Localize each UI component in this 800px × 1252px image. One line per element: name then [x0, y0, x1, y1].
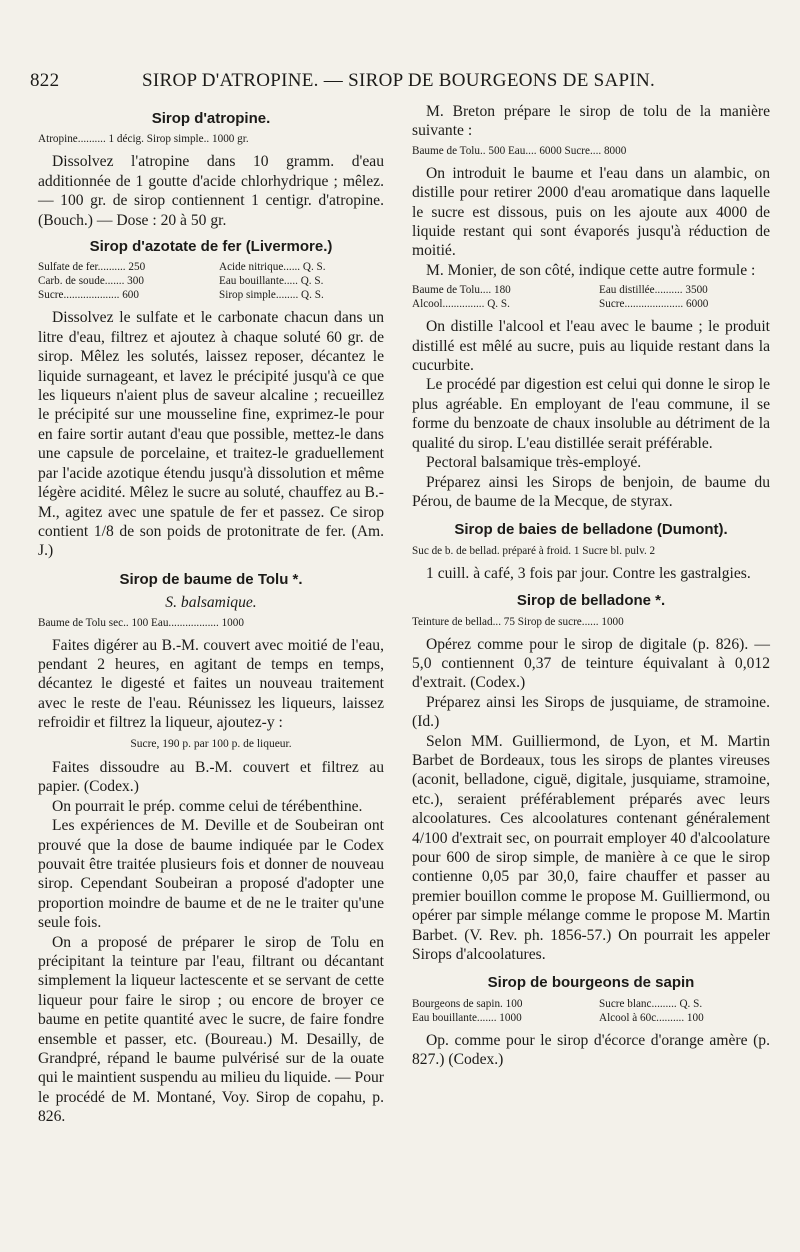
- formula-cell: Alcool............... Q. S.: [412, 298, 510, 311]
- formula-cell: Sulfate de fer.......... 250: [38, 261, 146, 274]
- paragraph: M. Monier, de son côté, indique cette autre formule :: [426, 261, 756, 279]
- paragraph: On introduit le baume et l'eau dans un alambic, on distille pour retirer 2000 d'eau aromatique dans laquelle le sucre est dissous, puis on les ajoute aux 4000 de liquide restant qui sont évaporés jusqu'à réduction de moitié.: [412, 164, 770, 260]
- formula-cell: Sucre.................... 600: [38, 289, 139, 302]
- paragraph: Dissolvez l'atropine dans 10 gramm. d'eau additionnée de 1 goutte d'acide chlorhydrique ; mêlez. — 100 gr. de sirop contiennent 1 centigr. d'atropine. (Bouch.) — Dose : 20 à 50 gr.: [38, 153, 384, 229]
- formula-line: Sucre, 190 p. par 100 p. de liqueur.: [130, 737, 292, 750]
- paragraph: Selon MM. Guilliermond, de Lyon, et M. Martin Barbet de Bordeaux, tous les sirops de plantes vireuses (aconit, belladone, ciguë, digitale, jusquiame, stramoine, etc.), seraient préférablement préparés avec leurs alcoolatures. Ces alcoolatures contenant généralement 4/100 d'extrait sec, on pourrait employer 40 d'alcoolature pour 600 de sirop simple, de manière à ce que le sirop contienne 0,05 par 30,0, faire chauffer et passer au premier bouillon comme le propose M. Guilliermond, ou opérer par simple mélange comme le propose M. Martin Barbet. (V. Rev. ph. 1856-57.) On pourrait les appeler Sirops d'alcoolatures.: [412, 732, 770, 964]
- formula-table: [38, 260, 384, 302]
- right-column: [412, 102, 770, 1070]
- paragraph: On distille l'alcool et l'eau avec le baume ; le produit distillé est mêlé au sucre, puis au liquide restant dans la cucurbite.: [412, 318, 770, 375]
- formula-cell: Sucre blanc......... Q. S.: [599, 997, 703, 1010]
- formula-table: [412, 283, 770, 311]
- section-title: Sirop de baume de Tolu *.: [119, 570, 303, 588]
- paragraph: M. Breton prépare le sirop de tolu de la manière suivante :: [412, 103, 770, 140]
- paragraph: Dissolvez le sulfate et le carbonate chacun dans un litre d'eau, filtrez et ajoutez à chaque soluté 60 gr. de sirop. Mêlez les solutés, laissez reposer, décantez le liquide surnageant, et lavez le précipité jusqu'à ce que les liqueurs n'aient plus de saveur alcaline ; recueillez le précipité sur une mousseline fine, exprimez-le pour en faire sortir autant d'eau que possible, mettez-le dans une capsule de porcelaine, et traitez-le graduellement par l'acide azotique étendu jusqu'à dissolution et même légère acidité. Mêlez le sucre au soluté, chauffez au B.-M., agitez avec une spatule de fer et passez. Ce sirop contient 1/8 de son poids de protonitrate de fer. (Am. J.): [38, 309, 384, 560]
- section-title: Sirop d'atropine.: [151, 110, 271, 127]
- formula-row: [38, 274, 384, 288]
- page-number: 822: [30, 70, 60, 91]
- formula-cell: Bourgeons de sapin. 100: [412, 997, 523, 1010]
- page-header: [30, 70, 760, 98]
- paragraph: 1 cuill. à café, 3 fois par jour. Contre les gastralgies.: [426, 564, 751, 582]
- paragraph: Préparez ainsi les Sirops de benjoin, de baume du Pérou, de baume de la Mecque, de styrax.: [412, 473, 770, 510]
- section-title: Sirop de baies de belladone (Dumont).: [454, 521, 728, 539]
- formula-cell: Eau distillée.......... 3500: [599, 284, 708, 297]
- formula-row: [38, 260, 384, 274]
- formula-cell: Acide nitrique...... Q. S.: [219, 261, 326, 274]
- paragraph: On a proposé de préparer le sirop de Tolu en précipitant la teinture par l'eau, filtrant ou décantant simplement la liqueur lactescente et se servant de cette liqueur pour faire le sirop ; ou encore de broyer ce baume en petite quantité avec le sucre, de faire fondre ensemble et passer, etc. (Boureau.) M. Desailly, de Grandpré, répand le baume pulvérisé sur de la ouate qui le maintient suspendu au milieu du liquide. — Pour le procédé de M. Montané, Voy. Sirop de copahu, p. 826.: [38, 933, 384, 1126]
- paragraph: Opérez comme pour le sirop de digitale (p. 826). — 5,0 contiennent 0,37 de teinture équivalant à 0,012 d'extrait. (Codex.): [412, 635, 770, 692]
- running-title: SIROP D'ATROPINE. — SIROP DE BOURGEONS DE SAPIN.: [142, 70, 656, 91]
- paragraph: Op. comme pour le sirop d'écorce d'orange amère (p. 827.) (Codex.): [412, 1031, 770, 1069]
- paragraph: On pourrait le prép. comme celui de térébenthine.: [52, 797, 363, 815]
- formula-cell: Sucre..................... 6000: [599, 298, 709, 311]
- section-title: Sirop de belladone *.: [516, 592, 666, 610]
- formula-cell: Alcool à 60c.......... 100: [599, 1011, 704, 1024]
- paragraph: Les expériences de M. Deville et de Soubeiran ont prouvé que la dose de baume indiquée par le Codex pouvait être traitée plusieurs fois et donner de nouveau sirop. Cependant Soubeiran a proposé d'adopter une proportion moindre de baume et de ne le traiter qu'une seule fois.: [38, 817, 384, 932]
- paragraph: Le procédé par digestion est celui qui donne le sirop le plus agréable. En employant de l'eau commune, il se forme du benzoate de chaux insoluble au détriment de la qualité du sirop. L'eau distillée serait préférable.: [412, 376, 770, 452]
- formula-line: Teinture de bellad... 75 Sirop de sucre...... 1000: [412, 615, 624, 628]
- left-column: [38, 102, 384, 1127]
- formula-row: [38, 288, 384, 302]
- formula-row: [412, 997, 770, 1011]
- formula-row: [412, 283, 770, 297]
- formula-cell: Eau bouillante....... 1000: [412, 1011, 522, 1024]
- formula-line: Baume de Tolu sec.. 100 Eau.................. 1000: [38, 616, 244, 629]
- formula-cell: Eau bouillante..... Q. S.: [219, 275, 324, 288]
- formula-line: Atropine.......... 1 décig. Sirop simple.. 1000 gr.: [38, 133, 249, 146]
- paragraph: Faites digérer au B.-M. couvert avec moitié de l'eau, pendant 2 heures, en agitant de temps en temps, décantez le digesté et faites un nouveau traitement avec le reste de l'eau. Réunissez les liqueurs, laissez refroidir et filtrez la liqueur, ajoutez-y :: [38, 636, 384, 732]
- formula-table: [412, 997, 770, 1025]
- paragraph: Préparez ainsi les Sirops de jusquiame, de stramoine. (Id.): [412, 693, 770, 731]
- formula-cell: Carb. de soude....... 300: [38, 275, 144, 288]
- formula-line: Suc de b. de bellad. préparé à froid. 1 Sucre bl. pulv. 2: [412, 544, 656, 557]
- section-subtitle: S. balsamique.: [165, 594, 257, 612]
- paragraph: Pectoral balsamique très-employé.: [426, 454, 642, 472]
- paragraph: Faites dissoudre au B.-M. couvert et filtrez au papier. (Codex.): [38, 758, 384, 796]
- section-title: Sirop de bourgeons de sapin: [487, 974, 695, 992]
- formula-row: [412, 1011, 770, 1025]
- formula-row: [412, 297, 770, 311]
- formula-cell: Sirop simple........ Q. S.: [219, 289, 324, 302]
- formula-line: Baume de Tolu.. 500 Eau.... 6000 Sucre.... 8000: [412, 144, 627, 157]
- section-title: Sirop d'azotate de fer (Livermore.): [89, 238, 333, 256]
- formula-cell: Baume de Tolu.... 180: [412, 284, 511, 297]
